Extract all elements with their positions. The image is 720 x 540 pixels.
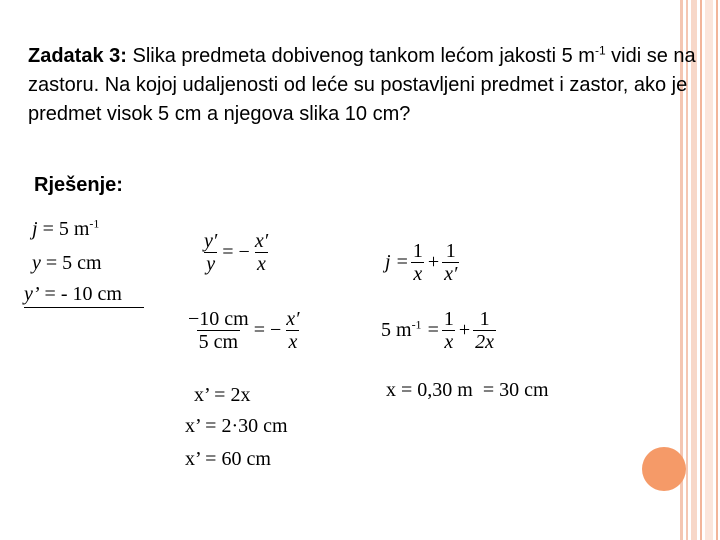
eq4-lhs — [378, 319, 425, 342]
eq3-den2: x′ — [444, 263, 458, 285]
eq2-num1: −10 cm — [188, 308, 249, 330]
given-y-var: y — [32, 252, 41, 274]
result-x: x = 0,30 m = 30 cm — [386, 379, 549, 401]
given-j-var: j — [32, 218, 38, 240]
eq2-den1: 5 cm — [198, 331, 239, 353]
eq4-den1: x — [444, 331, 454, 353]
eq1-den2: x — [257, 253, 266, 275]
eq4-lhs-exponent: -1 — [411, 317, 422, 332]
eq4-den2: 2x — [475, 331, 495, 353]
eq3-plus: + — [427, 251, 440, 273]
given-j-exponent: -1 — [89, 216, 100, 231]
given-j-value: = 5 m — [37, 218, 90, 240]
eq3-lhs: j — [385, 251, 391, 273]
eq4-num1: 1 — [443, 308, 454, 330]
orange-circle-decoration — [642, 447, 686, 491]
given-underline — [24, 307, 144, 308]
given-yprime-value: = - 10 cm — [39, 283, 122, 305]
solution-heading: Rješenje: — [34, 174, 123, 196]
eq1-num1: y′ — [204, 230, 218, 252]
task-text — [28, 42, 698, 129]
given-yprime-var: y’ — [24, 283, 40, 305]
eq4-num2: 1 — [479, 308, 490, 330]
eq2-den2: x — [288, 331, 298, 353]
xprime-line2: x’ = 2·30 cm — [185, 415, 288, 437]
eq1-den1: y — [206, 253, 216, 275]
eq4-equals: = — [427, 319, 439, 341]
eq1-equals: = − — [222, 241, 250, 263]
task-label: Zadatak 3: — [28, 45, 127, 67]
given-yprime — [24, 284, 122, 304]
task-text-part1: Slika predmeta dobivenog tankom lećom jakosti 5 m — [126, 45, 595, 67]
eq3-num1: 1 — [412, 240, 423, 262]
task-text-part2: vidi se na zastoru. Na kojoj udaljenosti od leće su postavljeni predmet i zastor, ako je predmet visok 5 cm a njegova slika 10 cm? — [28, 45, 696, 125]
eq3-num2: 1 — [445, 240, 456, 262]
eq4-lhs-value: 5 m — [381, 319, 412, 341]
eq3-den1: x — [413, 263, 423, 285]
eq2-equals: = − — [253, 319, 282, 341]
given-y-value: = 5 cm — [40, 252, 102, 274]
substituted-lens-equation — [378, 308, 496, 353]
eq4-plus: + — [458, 319, 471, 341]
given-j — [32, 216, 100, 240]
lens-equation — [382, 240, 459, 285]
given-y — [32, 253, 102, 273]
substituted-magnification-equation — [186, 308, 302, 353]
xprime-line3: x’ = 60 cm — [185, 448, 271, 470]
eq3-equals: = — [396, 251, 408, 273]
eq1-num2: x′ — [254, 230, 269, 252]
task-unit-exponent: -1 — [594, 43, 606, 58]
magnification-equation — [202, 230, 270, 275]
eq2-num2: x′ — [286, 308, 300, 330]
xprime-line1: x’ = 2x — [194, 384, 251, 406]
